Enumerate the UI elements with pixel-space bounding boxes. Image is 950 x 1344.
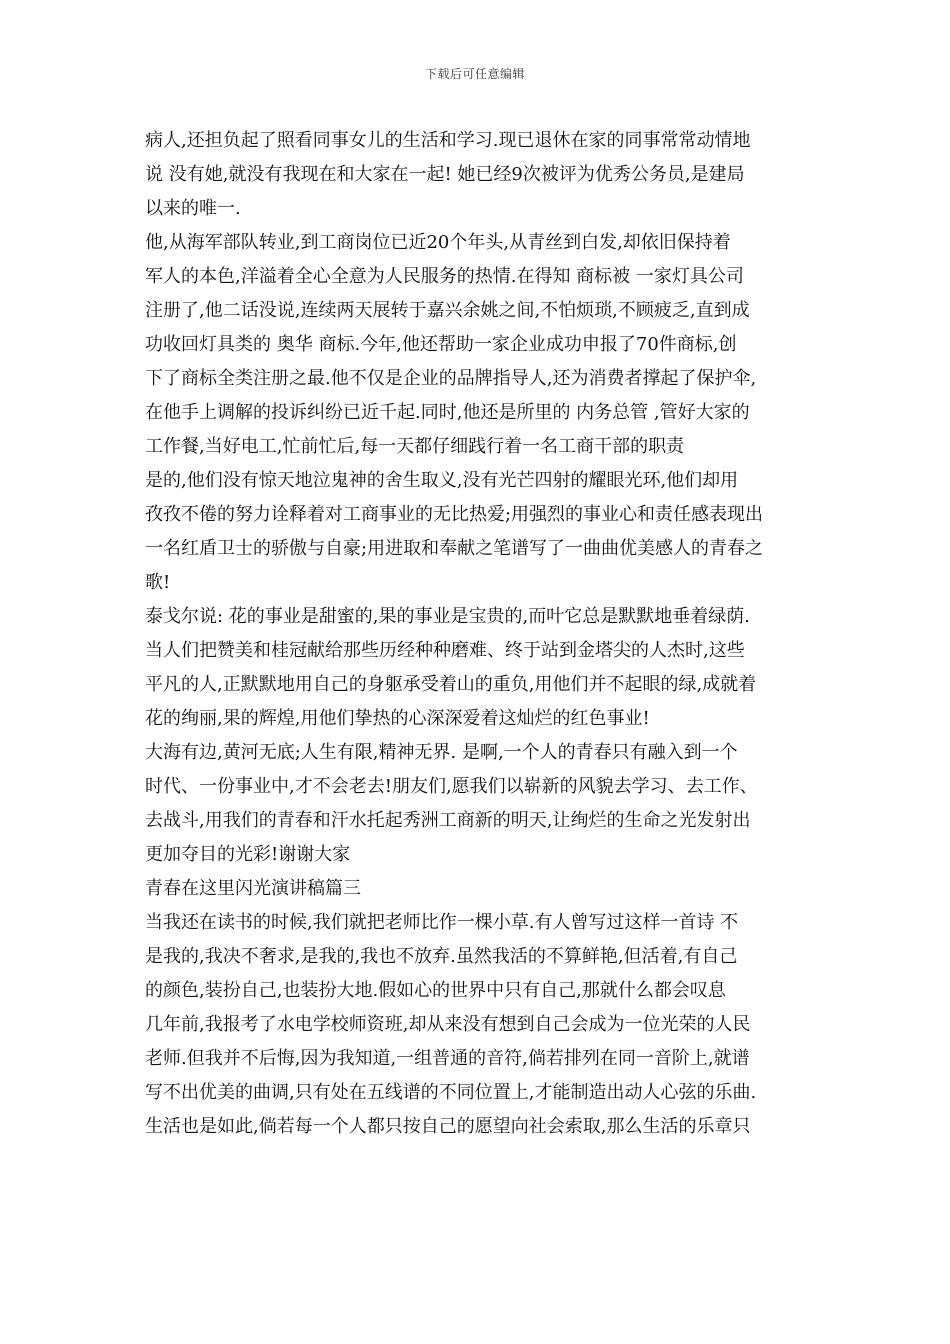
text-line: 生活也是如此,倘若每一个人都只按自己的愿望向社会索取,那么生活的乐章只	[145, 1116, 751, 1137]
document-body	[145, 124, 817, 1144]
text-line: 下了商标全类注册之最.他不仅是企业的品牌指导人,还为消费者撑起了保护伞,	[145, 368, 757, 389]
text-line: 花的绚丽,果的辉煌,用他们挚热的心深深爱着这灿烂的红色事业!	[145, 708, 650, 729]
text-line: 病人,还担负起了照看同事女儿的生活和学习.现已退休在家的同事常常动情地	[145, 130, 751, 151]
text-line: 注册了,他二话没说,连续两天展转于嘉兴余姚之间,不怕烦琐,不顾疲乏,直到成	[145, 300, 750, 321]
text-line: 的颜色,装扮自己,也装扮大地.假如心的世界中只有自己,那就什么都会叹息	[145, 980, 726, 1001]
section-heading: 青春在这里闪光演讲稿篇三	[145, 878, 361, 899]
text-line: 平凡的人,正默默地用自己的身躯承受着山的重负,用他们并不起眼的绿,成就着	[145, 674, 757, 695]
text-line: 孜孜不倦的努力诠释着对工商事业的无比热爱;用强烈的事业心和责任感表现出	[145, 504, 764, 525]
text-line: 功收回灯具类的 奥华 商标.今年,他还帮助一家企业成功申报了70件商标,创	[145, 334, 737, 355]
text-line: 大海有边,黄河无底;人生有限,精神无界. 是啊,一个人的青春只有融入到一个	[145, 742, 738, 763]
text-line: 更加夺目的光彩!谢谢大家	[145, 844, 351, 865]
text-line: 写不出优美的曲调,只有处在五线谱的不同位置上,才能制造出动人心弦的乐曲.	[145, 1082, 757, 1103]
text-line: 当人们把赞美和桂冠献给那些历经种种磨难、终于站到金塔尖的人杰时,这些	[145, 640, 745, 661]
text-line: 以来的唯一.	[145, 198, 241, 219]
text-line: 工作餐,当好电工,忙前忙后,每一天都仔细践行着一名工商干部的职责	[145, 436, 685, 457]
text-line: 在他手上调解的投诉纠纷已近千起.同时,他还是所里的 内务总管 ,管好大家的	[145, 402, 750, 423]
text-line: 去战斗,用我们的青春和汗水托起秀洲工商新的明天,让绚烂的生命之光发射出	[145, 810, 751, 831]
text-line: 是的,他们没有惊天地泣鬼神的舍生取义,没有光芒四射的耀眼光环,他们却用	[145, 470, 739, 491]
text-line: 几年前,我报考了水电学校师资班,却从来没有想到自己会成为一位光荣的人民	[145, 1014, 751, 1035]
text-line: 时代、一份事业中,才不会老去!朋友们,愿我们以崭新的风貌去学习、去工作、	[145, 776, 758, 797]
text-line: 当我还在读书的时候,我们就把老师比作一棵小草.有人曾写过这样一首诗 不	[145, 912, 739, 933]
page-header: 下载后可任意编辑	[424, 67, 525, 81]
text-line: 泰戈尔说: 花的事业是甜蜜的,果的事业是宝贵的,而叶它总是默默地垂着绿荫.	[145, 606, 750, 627]
text-line: 一名红盾卫士的骄傲与自豪;用进取和奉献之笔谱写了一曲曲优美感人的青春之	[145, 538, 764, 559]
text-line: 他,从海军部队转业,到工商岗位已近20个年头,从青丝到白发,却依旧保持着	[145, 232, 731, 253]
text-line: 老师.但我并不后悔,因为我知道,一组普通的音符,倘若排列在同一音阶上,就谱	[145, 1048, 750, 1069]
text-line: 军人的本色,洋溢着全心全意为人民服务的热情.在得知 商标被 一家灯具公司	[145, 266, 744, 287]
text-line: 说 没有她,就没有我现在和大家在一起! 她已经9次被评为优秀公务员,是建局	[145, 164, 745, 185]
text-line: 是我的,我决不奢求,是我的,我也不放弃.虽然我活的不算鲜艳,但活着,有自己	[145, 946, 738, 967]
text-line: 歌!	[145, 572, 171, 593]
